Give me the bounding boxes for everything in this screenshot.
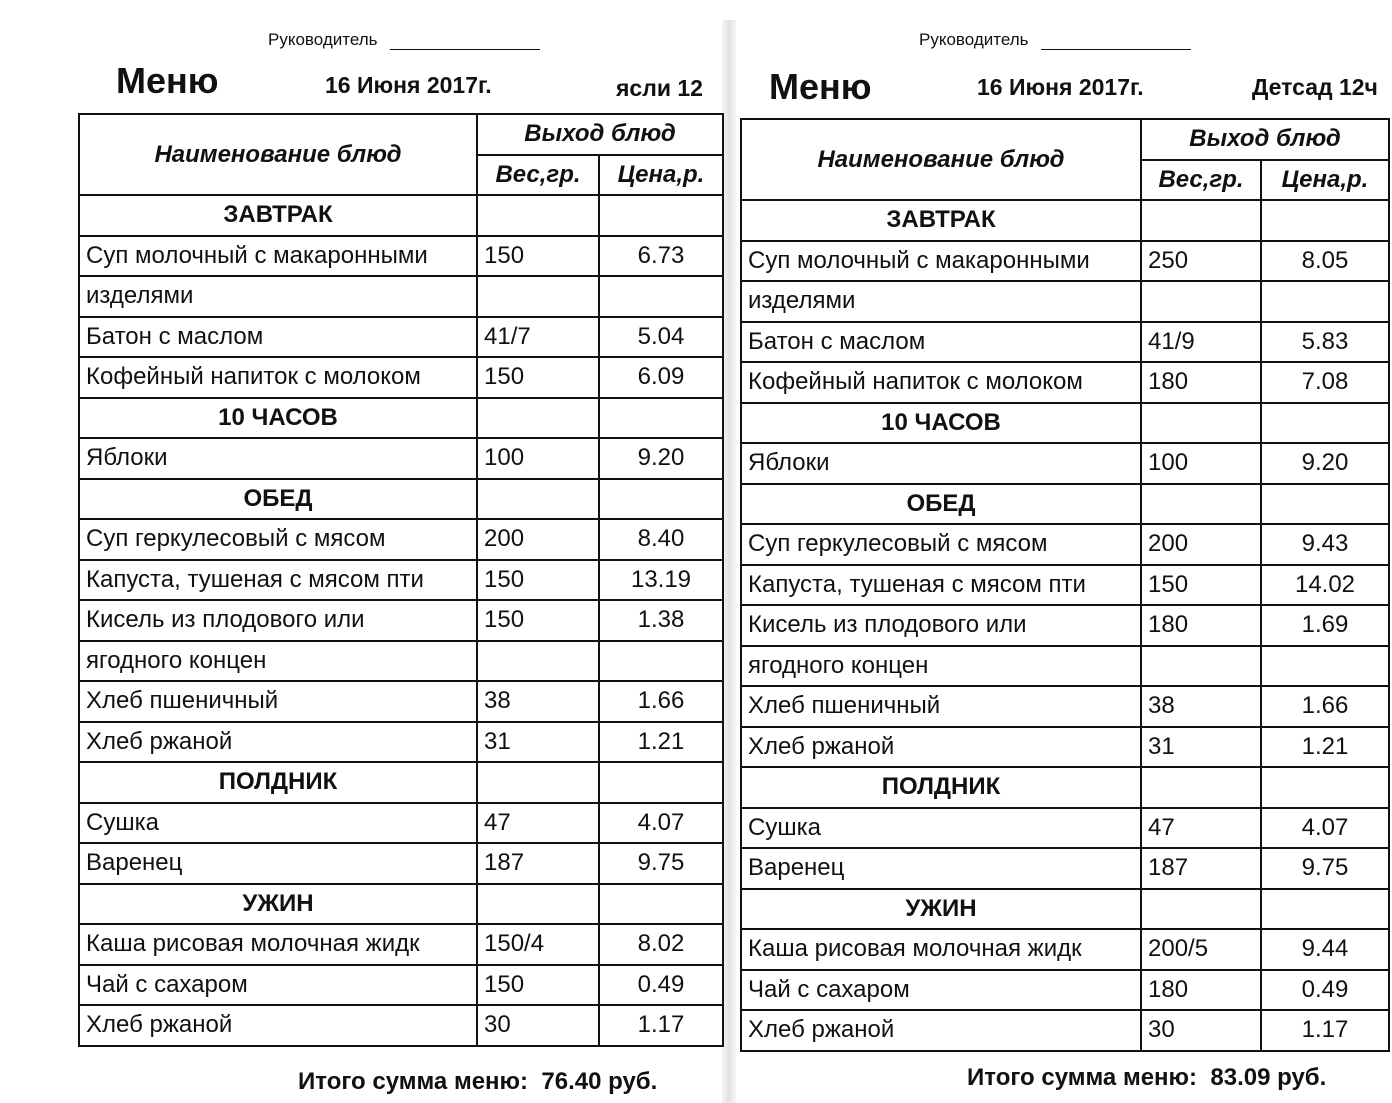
menu-item-row	[741, 848, 1389, 889]
weight-cell: 150	[477, 236, 599, 277]
weight-cell: 180	[1141, 362, 1261, 403]
menu-item-row	[79, 317, 723, 358]
dish-name-cell: Чай с сахаром	[79, 965, 477, 1006]
menu-item-row	[79, 641, 723, 682]
total-label: Итого сумма меню:	[298, 1068, 529, 1095]
dish-name-cell: Яблоки	[741, 443, 1141, 484]
weight-cell: 250	[1141, 241, 1261, 282]
dish-name-cell: Хлеб ржаной	[741, 1010, 1141, 1051]
weight-cell	[477, 398, 599, 439]
weight-cell: 30	[477, 1005, 599, 1046]
weight-cell: 31	[1141, 727, 1261, 768]
weight-cell	[477, 276, 599, 317]
menu-item-row	[741, 281, 1389, 322]
meal-section-title: ЗАВТРАК	[79, 195, 477, 236]
weight-cell: 41/7	[477, 317, 599, 358]
meal-section-title: ПОЛДНИК	[741, 767, 1141, 808]
price-cell: 7.08	[1261, 362, 1389, 403]
menu-section-row	[741, 889, 1389, 930]
weight-cell: 31	[477, 722, 599, 763]
output-header: Выход блюд	[477, 114, 723, 155]
dish-name-cell: изделями	[79, 276, 477, 317]
dish-name-cell: Батон с маслом	[741, 322, 1141, 363]
weight-cell	[477, 641, 599, 682]
dish-name-cell: Суп геркулесовый с мясом	[79, 519, 477, 560]
weight-cell: 38	[1141, 686, 1261, 727]
price-cell: 9.20	[1261, 443, 1389, 484]
weight-cell	[1141, 403, 1261, 444]
price-cell: 4.07	[599, 803, 723, 844]
dish-name-cell: Суп геркулесовый с мясом	[741, 524, 1141, 565]
menu-item-row	[79, 600, 723, 641]
price-cell	[1261, 403, 1389, 444]
menu-group: ясли 12	[616, 75, 703, 101]
price-cell	[1261, 767, 1389, 808]
dish-name-cell: Хлеб пшеничный	[741, 686, 1141, 727]
output-header: Выход блюд	[1141, 119, 1389, 160]
menu-item-row	[741, 646, 1389, 687]
weight-cell: 150	[1141, 565, 1261, 606]
price-cell	[1261, 281, 1389, 322]
price-cell: 4.07	[1261, 808, 1389, 849]
director-label: Руководитель	[919, 30, 1029, 49]
menu-item-row	[741, 322, 1389, 363]
menu-section-row	[79, 479, 723, 520]
menu-total	[967, 1064, 1326, 1092]
dish-name-cell: ягодного концен	[741, 646, 1141, 687]
dish-name-cell: Кисель из плодового или	[79, 600, 477, 641]
price-cell: 9.75	[599, 843, 723, 884]
price-cell	[1261, 646, 1389, 687]
menu-item-row	[741, 362, 1389, 403]
dish-name-cell: Суп молочный с макаронными	[741, 241, 1141, 282]
menu-section-row	[79, 398, 723, 439]
weight-cell	[1141, 889, 1261, 930]
weight-cell: 38	[477, 681, 599, 722]
weight-cell: 200/5	[1141, 929, 1261, 970]
menu-item-row	[79, 357, 723, 398]
price-cell: 1.69	[1261, 605, 1389, 646]
menu-item-row	[79, 843, 723, 884]
menu-total	[298, 1068, 657, 1096]
weight-cell: 180	[1141, 970, 1261, 1011]
dish-name-cell: Чай с сахаром	[741, 970, 1141, 1011]
weight-cell: 100	[477, 438, 599, 479]
weight-cell: 200	[1141, 524, 1261, 565]
weight-cell	[477, 479, 599, 520]
menu-item-row	[741, 524, 1389, 565]
meal-section-title: УЖИН	[741, 889, 1141, 930]
menu-date: 16 Июня 2017г.	[977, 74, 1144, 100]
director-signature	[919, 30, 1191, 50]
dish-name-cell: Сушка	[79, 803, 477, 844]
dish-name-cell: Кисель из плодового или	[741, 605, 1141, 646]
price-cell: 6.09	[599, 357, 723, 398]
dish-name-cell: Хлеб ржаной	[741, 727, 1141, 768]
director-label: Руководитель	[268, 30, 378, 49]
dish-name-cell: Варенец	[79, 843, 477, 884]
menu-section-row	[741, 484, 1389, 525]
dish-name-cell: Суп молочный с макаронными	[79, 236, 477, 277]
price-cell: 9.20	[599, 438, 723, 479]
menu-section-row	[79, 884, 723, 925]
price-cell: 9.75	[1261, 848, 1389, 889]
menu-table	[740, 118, 1390, 1052]
menu-item-row	[741, 727, 1389, 768]
menu-title: Меню	[116, 60, 219, 101]
menu-table	[78, 113, 724, 1047]
menu-item-row	[79, 560, 723, 601]
weight-cell: 187	[1141, 848, 1261, 889]
menu-group: Детсад 12ч	[1252, 74, 1378, 100]
price-cell: 8.05	[1261, 241, 1389, 282]
menu-item-row	[741, 565, 1389, 606]
menu-item-row	[79, 924, 723, 965]
price-cell: 0.49	[599, 965, 723, 1006]
dish-name-cell: Хлеб пшеничный	[79, 681, 477, 722]
weight-cell: 150	[477, 357, 599, 398]
menu-item-row	[741, 970, 1389, 1011]
menu-item-row	[79, 236, 723, 277]
dish-name-cell: Каша рисовая молочная жидк	[79, 924, 477, 965]
menu-item-row	[79, 438, 723, 479]
price-cell: 13.19	[599, 560, 723, 601]
dish-name-cell: ягодного концен	[79, 641, 477, 682]
weight-cell: 150	[477, 965, 599, 1006]
price-header: Цена,р.	[1261, 160, 1389, 201]
total-value: 76.40 руб.	[541, 1068, 658, 1095]
menu-item-row	[79, 722, 723, 763]
page-fold	[722, 20, 736, 1103]
dish-name-header: Наименование блюд	[741, 119, 1141, 200]
total-label: Итого сумма меню:	[967, 1064, 1198, 1091]
weight-header: Вес,гр.	[1141, 160, 1261, 201]
price-cell: 9.43	[1261, 524, 1389, 565]
price-cell	[599, 398, 723, 439]
weight-cell: 30	[1141, 1010, 1261, 1051]
price-cell	[1261, 484, 1389, 525]
menu-section-row	[79, 195, 723, 236]
meal-section-title: УЖИН	[79, 884, 477, 925]
price-cell	[599, 276, 723, 317]
dish-name-cell: Варенец	[741, 848, 1141, 889]
price-cell	[1261, 200, 1389, 241]
menu-item-row	[79, 965, 723, 1006]
menu-section-row	[741, 767, 1389, 808]
price-cell: 1.66	[1261, 686, 1389, 727]
weight-cell	[1141, 200, 1261, 241]
price-cell	[1261, 889, 1389, 930]
dish-name-cell: изделями	[741, 281, 1141, 322]
menu-section-row	[741, 403, 1389, 444]
weight-header: Вес,гр.	[477, 155, 599, 196]
weight-cell: 47	[477, 803, 599, 844]
dish-name-cell: Каша рисовая молочная жидк	[741, 929, 1141, 970]
price-cell: 1.21	[1261, 727, 1389, 768]
dish-name-cell: Кофейный напиток с молоком	[741, 362, 1141, 403]
weight-cell: 180	[1141, 605, 1261, 646]
price-cell: 1.66	[599, 681, 723, 722]
meal-section-title: ОБЕД	[741, 484, 1141, 525]
weight-cell	[1141, 281, 1261, 322]
weight-cell: 200	[477, 519, 599, 560]
menu-section-row	[741, 200, 1389, 241]
meal-section-title: 10 ЧАСОВ	[79, 398, 477, 439]
menu-item-row	[741, 686, 1389, 727]
meal-section-title: 10 ЧАСОВ	[741, 403, 1141, 444]
price-header: Цена,р.	[599, 155, 723, 196]
weight-cell	[477, 195, 599, 236]
price-cell: 0.49	[1261, 970, 1389, 1011]
price-cell: 1.38	[599, 600, 723, 641]
menu-item-row	[741, 241, 1389, 282]
price-cell: 8.40	[599, 519, 723, 560]
price-cell	[599, 479, 723, 520]
menu-title: Меню	[769, 66, 872, 107]
dish-name-cell: Хлеб ржаной	[79, 1005, 477, 1046]
menu-date: 16 Июня 2017г.	[325, 72, 492, 98]
menu-item-row	[79, 276, 723, 317]
meal-section-title: ЗАВТРАК	[741, 200, 1141, 241]
weight-cell: 100	[1141, 443, 1261, 484]
menu-item-row	[79, 1005, 723, 1046]
menu-item-row	[741, 1010, 1389, 1051]
price-cell: 1.21	[599, 722, 723, 763]
menu-item-row	[79, 519, 723, 560]
price-cell	[599, 641, 723, 682]
price-cell	[599, 762, 723, 803]
menu-item-row	[741, 443, 1389, 484]
menu-item-row	[741, 808, 1389, 849]
weight-cell	[1141, 646, 1261, 687]
weight-cell: 150/4	[477, 924, 599, 965]
menu-item-row	[741, 605, 1389, 646]
director-signature	[268, 30, 540, 50]
weight-cell: 150	[477, 600, 599, 641]
weight-cell	[477, 762, 599, 803]
menu-item-row	[79, 681, 723, 722]
price-cell: 5.83	[1261, 322, 1389, 363]
dish-name-cell: Батон с маслом	[79, 317, 477, 358]
weight-cell	[1141, 767, 1261, 808]
weight-cell: 150	[477, 560, 599, 601]
signature-line	[1041, 33, 1191, 50]
total-value: 83.09 руб.	[1210, 1064, 1327, 1091]
signature-line	[390, 33, 540, 50]
weight-cell: 41/9	[1141, 322, 1261, 363]
menu-item-row	[741, 929, 1389, 970]
dish-name-cell: Хлеб ржаной	[79, 722, 477, 763]
meal-section-title: ПОЛДНИК	[79, 762, 477, 803]
dish-name-cell: Капуста, тушеная с мясом пти	[79, 560, 477, 601]
price-cell: 6.73	[599, 236, 723, 277]
weight-cell: 187	[477, 843, 599, 884]
price-cell: 9.44	[1261, 929, 1389, 970]
price-cell: 5.04	[599, 317, 723, 358]
price-cell	[599, 195, 723, 236]
dish-name-cell: Сушка	[741, 808, 1141, 849]
price-cell: 1.17	[1261, 1010, 1389, 1051]
dish-name-header: Наименование блюд	[79, 114, 477, 195]
weight-cell	[1141, 484, 1261, 525]
price-cell: 14.02	[1261, 565, 1389, 606]
weight-cell	[477, 884, 599, 925]
dish-name-cell: Яблоки	[79, 438, 477, 479]
dish-name-cell: Кофейный напиток с молоком	[79, 357, 477, 398]
price-cell: 1.17	[599, 1005, 723, 1046]
price-cell	[599, 884, 723, 925]
menu-section-row	[79, 762, 723, 803]
meal-section-title: ОБЕД	[79, 479, 477, 520]
menu-item-row	[79, 803, 723, 844]
weight-cell: 47	[1141, 808, 1261, 849]
dish-name-cell: Капуста, тушеная с мясом пти	[741, 565, 1141, 606]
price-cell: 8.02	[599, 924, 723, 965]
